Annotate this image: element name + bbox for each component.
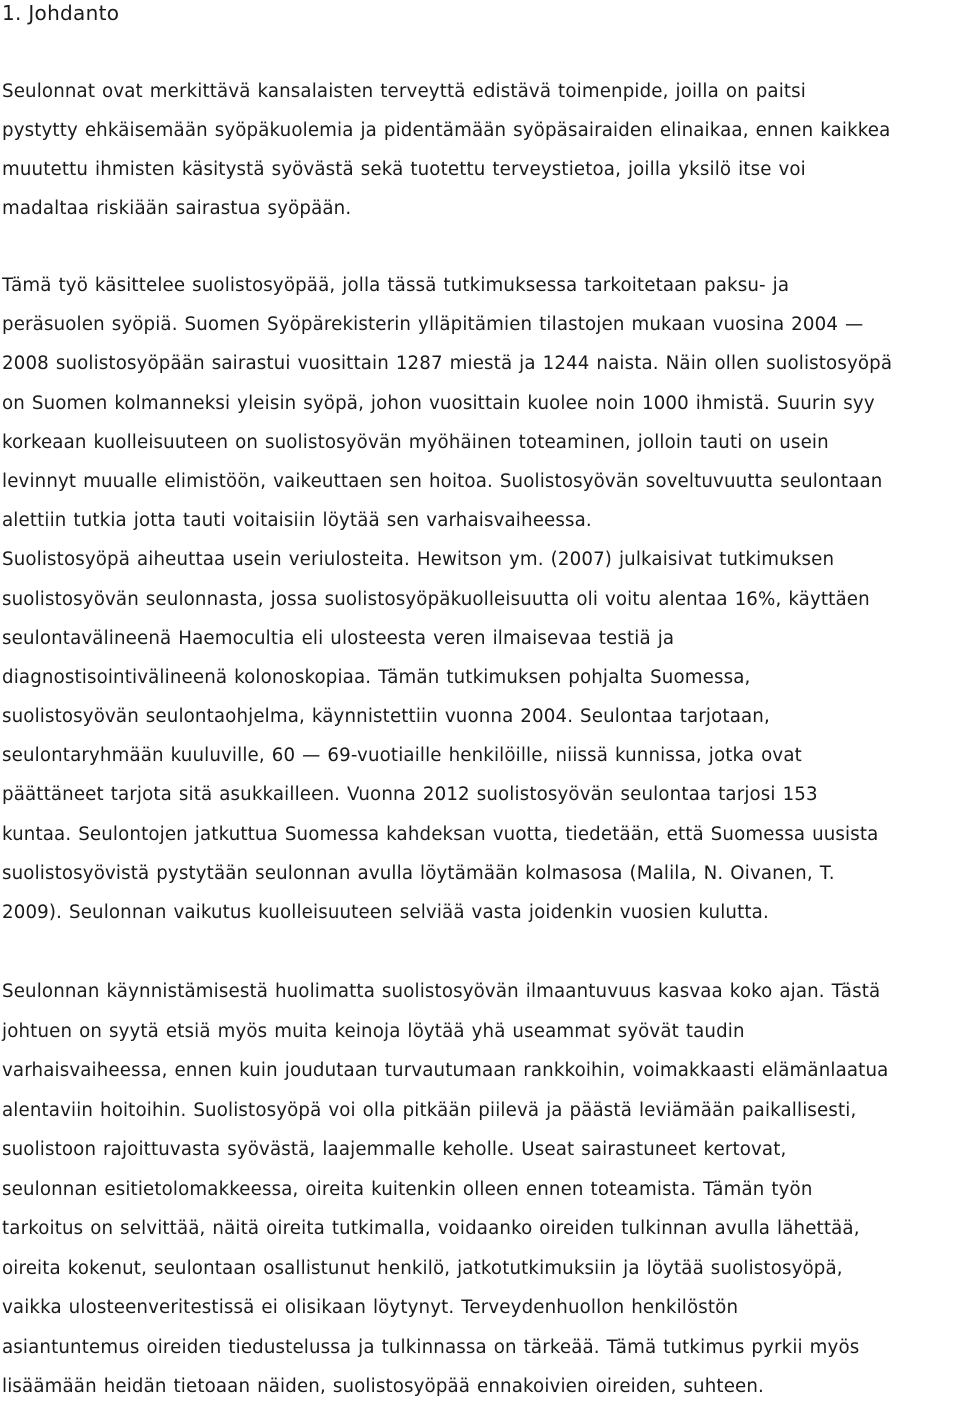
text-line: muutettu ihmisten käsitystä syövästä sekä tuotettu terveystietoa, joilla yksilö itse voi (2, 159, 806, 180)
text-line: Suolistosyöpä aiheuttaa usein veriulosteita. Hewitson ym. (2007) julkaisivat tutkimuksen (2, 549, 835, 571)
text-line: oireita kokenut, seulontaan osallistunut henkilö, jatkotutkimuksiin ja löytää suolistosyöpä, (2, 1257, 843, 1279)
text-line: seulontaryhmään kuuluville, 60 — 69-vuotiaille henkilöille, niissä kunnissa, jotka ovat (2, 745, 802, 767)
paragraph-symptoms (2, 972, 958, 1407)
text-line: vaikka ulosteenveritestissä ei olisikaan löytynyt. Terveydenhuollon henkilöstön (2, 1297, 739, 1318)
text-line: on Suomen kolmanneksi yleisin syöpä, johon vuosittain kuolee noin 1000 ihmistä. Suurin syy (2, 392, 875, 414)
section-heading: 1. Johdanto (2, 1, 120, 25)
text-line: päättäneet tarjota sitä asukkailleen. Vuonna 2012 suolistosyövän seulontaa tarjosi 153 (2, 784, 818, 806)
paragraph-intro (2, 72, 958, 228)
text-line: alettiin tutkia jotta tauti voitaisiin löytää sen varhaisvaiheessa. (2, 510, 592, 532)
text-line: varhaisvaiheessa, ennen kuin joudutaan turvautumaan rankkoihin, voimakkaasti elämänlaatua (2, 1060, 889, 1081)
text-line: levinnyt muualle elimistöön, vaikeuttaen sen hoitoa. Suolistosyövän soveltuvuutta seulontaan (2, 470, 883, 492)
text-line: asiantuntemus oireiden tiedustelussa ja tulkinnassa on tärkeää. Tämä tutkimus pyrkii myös (2, 1336, 860, 1358)
text-line: johtuen on syytä etsiä myös muita keinoja löytää yhä useammat syövät taudin (2, 1020, 745, 1042)
text-line: Tämä työ käsittelee suolistosyöpää, jolla tässä tutkimuksessa tarkoitetaan paksu- ja (2, 275, 790, 296)
text-line: suolistosyövän seulonnasta, jossa suolistosyöpäkuolleisuutta oli voitu alentaa 16%, käyttäen (2, 588, 870, 610)
text-line: lisäämään heidän tietoaan näiden, suolistosyöpää ennakoivien oireiden, suhteen. (2, 1376, 764, 1397)
text-line: pystytty ehkäisemään syöpäkuolemia ja pidentämään syöpäsairaiden elinaikaa, ennen kaikkea (2, 120, 891, 141)
text-line: kuntaa. Seulontojen jatkuttua Suomessa kahdeksan vuotta, tiedetään, että Suomessa uusista (2, 823, 879, 845)
text-line: Seulonnan käynnistämisestä huolimatta suolistosyövän ilmaantuvuus kasvaa koko ajan. Tästä (2, 981, 881, 1002)
text-line: seulonnan esitietolomakkeessa, oireita kuitenkin olleen ennen toteamista. Tämän työn (2, 1178, 813, 1200)
text-line: suolistosyövän seulontaohjelma, käynnistettiin vuonna 2004. Seulontaa tarjotaan, (2, 706, 770, 728)
text-line: alentaviin hoitoihin. Suolistosyöpä voi olla pitkään piilevä ja päästä leviämään paikallisesti, (2, 1099, 857, 1121)
paragraph-colorectal-cancer (2, 266, 958, 932)
text-line: peräsuolen syöpiä. Suomen Syöpärekisterin ylläpitämien tilastojen mukaan vuosina 2004 — (2, 314, 864, 336)
text-line: seulontavälineenä Haemocultia eli ulosteesta veren ilmaisevaa testiä ja (2, 627, 675, 649)
text-line: diagnostisointivälineenä kolonoskopiaa. Tämän tutkimuksen pohjalta Suomessa, (2, 666, 751, 688)
text-line: 2008 suolistosyöpään sairastui vuosittain 1287 miestä ja 1244 naista. Näin ollen suolistosyöpä (2, 353, 893, 375)
text-line: suolistosyövistä pystytään seulonnan avulla löytämään kolmasosa (Malila, N. Oivanen, T. (2, 862, 835, 884)
text-line: madaltaa riskiään sairastua syöpään. (2, 198, 352, 219)
text-line: korkeaan kuolleisuuteen on suolistosyövän myöhäinen toteaminen, jolloin tauti on usein (2, 431, 829, 453)
text-line: 2009). Seulonnan vaikutus kuolleisuuteen selviää vasta joidenkin vuosien kulutta. (2, 902, 769, 923)
text-line: tarkoitus on selvittää, näitä oireita tutkimalla, voidaanko oireiden tulkinnan avulla lähettää, (2, 1218, 860, 1239)
text-line: Seulonnat ovat merkittävä kansalaisten terveyttä edistävä toimenpide, joilla on paitsi (2, 81, 807, 102)
text-line: suolistoon rajoittuvasta syövästä, laajemmalle keholle. Useat sairastuneet kertovat, (2, 1139, 787, 1160)
